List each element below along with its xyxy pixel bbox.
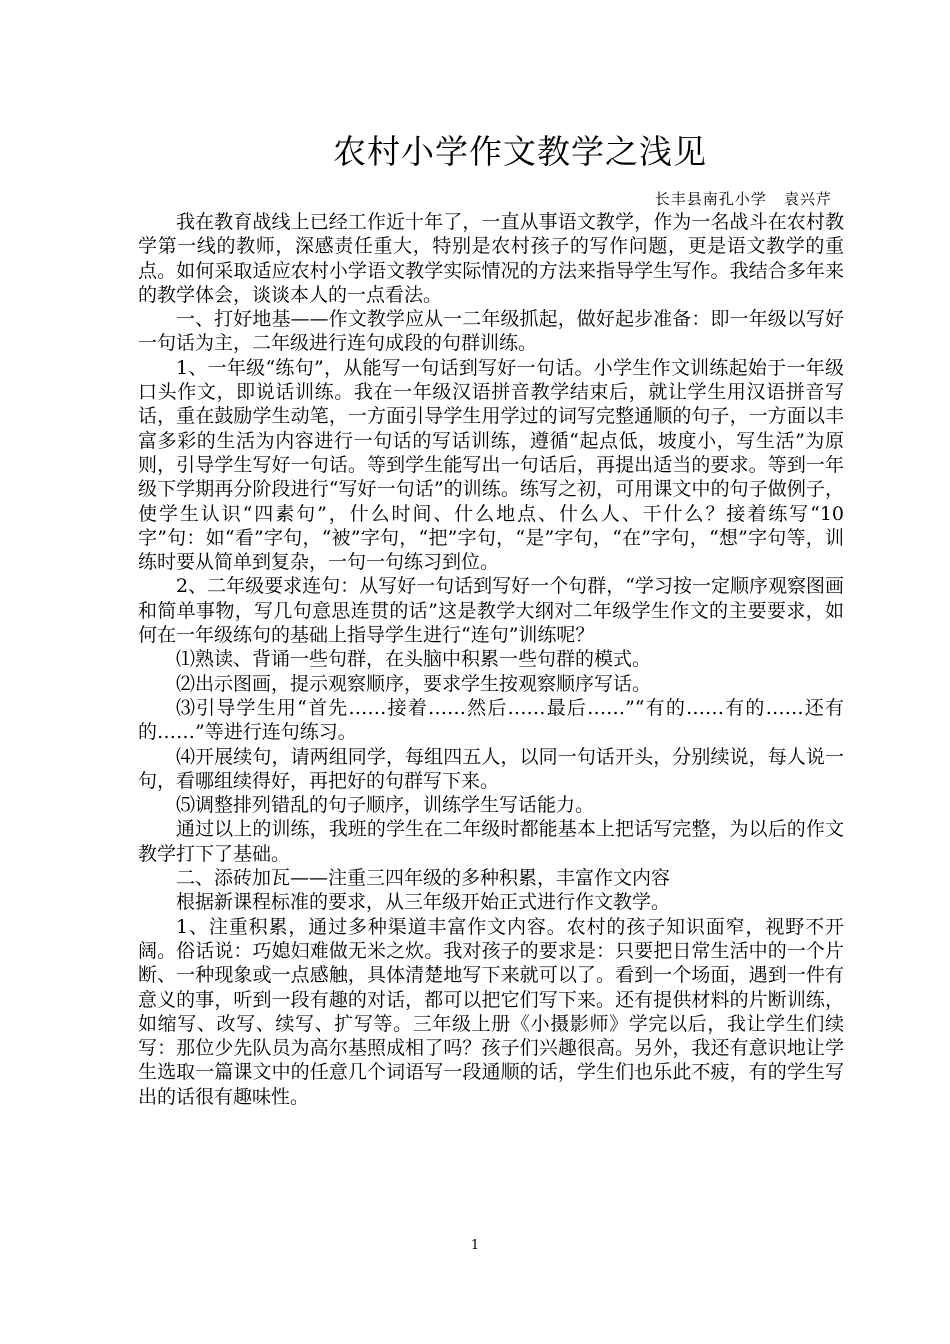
paragraph-accumulation: 1、注重积累，通过多种渠道丰富作文内容。农村的孩子知识面窄，视野不开阔。俗话说：巧媳妇难做无米之炊。我对孩子的要求是：只要把日常生活中的一个片断、一种现象或一点感触，具体清楚地写下来就可以了。看到一个场面，遇到一件有意义的事，听到一段有趣的对话，都可以把它们写下来。还有提供材料的片断训练，如缩写、改写、续写、扩写等。三年级上册《小摄影师》学完以后，我让学生们续写：那位少先队员为高尔基照成相了吗？孩子们兴趣很高。另外，我还有意识地让学生选取一篇课文中的任意几个词语写一段通顺的话，学生们也乐此不疲，有的学生写出的话很有趣味性。 <box>138 915 844 1108</box>
document-body <box>138 210 844 1109</box>
list-item-5: ⑸调整排列错乱的句子顺序，训练学生写话能力。 <box>176 794 595 817</box>
paragraph-section-1-heading: 一、打好地基——作文教学应从一二年级抓起，做好起步准备：即一年级以写好一句话为主，二年级进行连句成段的句群训练。 <box>138 308 844 355</box>
page-number: 1 <box>470 1238 480 1253</box>
list-item-1: ⑴熟读、背诵一些句群，在头脑中积累一些句群的模式。 <box>176 648 652 671</box>
paragraph-grade-2: 2、二年级要求连句：从写好一句话到写好一个句群，“学习按一定顺序观察图画和简单事物，写几句意思连贯的话”这是教学大纲对二年级学生作文的主要要求，如何在一年级练句的基础上指导学生进行“连句”训练呢？ <box>138 575 844 647</box>
author-line: 长丰县南孔小学 袁兴芹 <box>654 190 832 208</box>
paragraph-summary: 通过以上的训练，我班的学生在二年级时都能基本上把话写完整，为以后的作文教学打下了基础。 <box>138 818 844 865</box>
paragraph-intro: 我在教育战线上已经工作近十年了，一直从事语文教学，作为一名战斗在农村教学第一线的教师，深感责任重大，特别是农村孩子的写作问题，更是语文教学的重点。如何采取适应农村小学语文教学实际情况的方法来指导学生写作。我结合多年来的教学体会，谈谈本人的一点看法。 <box>138 211 844 306</box>
list-item-2: ⑵出示图画，提示观察顺序，要求学生按观察顺序写话。 <box>176 672 652 695</box>
list-item-3: ⑶引导学生用“首先……接着……然后……最后……”“有的……有的……还有的……”等进行连句练习。 <box>138 696 844 744</box>
list-item-4: ⑷开展续句，请两组同学，每组四五人，以同一句话开头，分别续说，每人说一句，看哪组续得好，再把好的句群写下来。 <box>138 745 844 792</box>
paragraph-curriculum: 根据新课程标准的要求，从三年级开始正式进行作文教学。 <box>176 891 671 914</box>
paragraph-grade-1: 1、一年级“练句”，从能写一句话到写好一句话。小学生作文训练起始于一年级口头作文，即说话训练。我在一年级汉语拼音教学结束后，就让学生用汉语拼音写话，重在鼓励学生动笔，一方面引导学生用学过的词写完整通顺的句子，一方面以丰富多彩的生活为内容进行一句话的写话训练，遵循“起点低，坡度小，写生活”为原则，引导学生写好一句话。等到学生能写出一句话后，再提出适当的要求。等到一年级下学期再分阶段进行“写好一句话”的训练。练写之初，可用课文中的句子做例子，使学生认识“四素句”，什么时间、什么地点、什么人、干什么？接着练写“10字”句：如“看”字句，“被”字句，“把”字句，“是”字句，“在”字句，“想”字句等，训练时要从简单到复杂，一句一句练习到位。 <box>138 356 844 574</box>
document-title: 农村小学作文教学之浅见 <box>333 132 707 171</box>
paragraph-section-2-heading: 二、添砖加瓦——注重三四年级的多种积累，丰富作文内容 <box>176 867 671 890</box>
